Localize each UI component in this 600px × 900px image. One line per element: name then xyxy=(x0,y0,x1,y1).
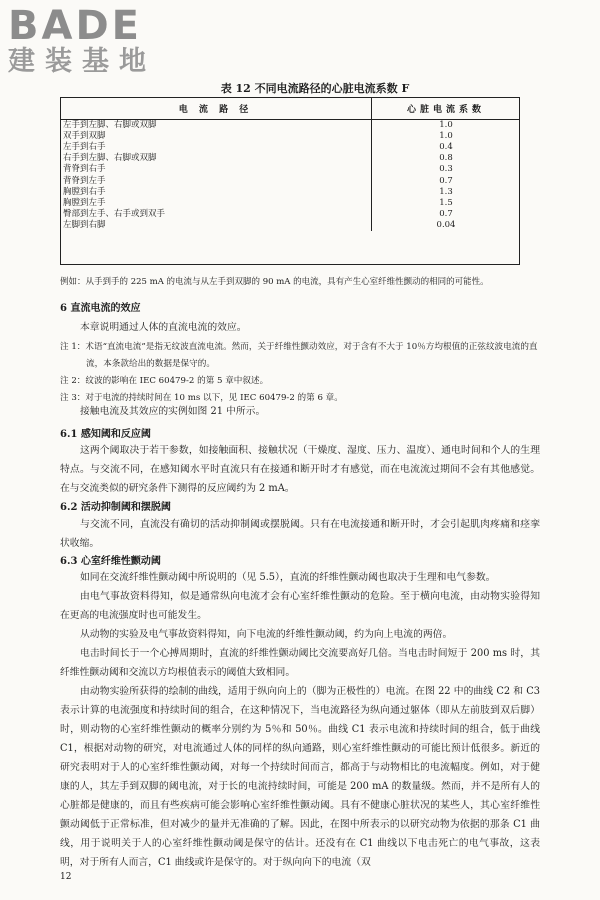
table-row xyxy=(60,153,520,164)
section-6-3-p1: 如同在交流纤维性颤动阈中所说明的（见 5.5），直流的纤维性颤动阈也取决于生理和电气参数。 xyxy=(80,572,496,583)
row-value: 1.3 xyxy=(439,186,453,197)
row-path: 左手到左脚、右脚或双脚 xyxy=(60,120,372,132)
row-value: 1.0 xyxy=(439,131,453,142)
row-path: 胸膛到右手 xyxy=(60,187,372,198)
section-6-heading: 6 直流电流的效应 xyxy=(60,303,141,314)
section-6-notes xyxy=(60,339,540,407)
section-6-figure-ref: 接触电流及其效应的实例如图 21 中所示。 xyxy=(80,406,266,417)
section-6-1-heading: 6.1 感知阈和反应阈 xyxy=(60,429,151,440)
section-6-1-text: 这两个阈取决于若干参数，如接触面积、接触状况（干燥度、湿度、压力、温度）、通电时间和个人的生理特点。与交流不同，在感知阈水平时直流只有在接通和断开时才有感觉，而在电流流过期间不会有其他感觉。在与交流类似的研究条件下测得的反应阈约为 2 mA。 xyxy=(60,445,540,494)
table-header-row xyxy=(60,97,520,120)
table-row xyxy=(60,220,520,231)
note-2: 注 2：纹波的影响在 IEC 60479-2 的第 5 章中叙述。 xyxy=(60,376,269,386)
table-row xyxy=(60,175,520,186)
row-path: 右手到左脚、右脚或双脚 xyxy=(60,153,372,164)
row-path: 左手到右手 xyxy=(60,142,372,153)
section-6-3-p4: 电击时间长于一个心搏周期时，直流的纤维性颤动阈比交流要高好几倍。当电击时间短于 200 ms 时，其纤维性颤动阈和交流以方均根值表示的阈值大致相同。 xyxy=(60,648,540,678)
section-6-3-p3: 从动物的实验及电气事故资料得知，向下电流的纤维性颤动阈，约为向上电流的两倍。 xyxy=(80,629,453,640)
table-example-note: 例如：从手到手的 225 mA 的电流与从左手到双脚的 90 mA 的电流，具有产生心室纤维性颤动的相同的可能性。 xyxy=(60,277,489,287)
table-title: 表 12 不同电流路径的心脏电流系数 F xyxy=(220,82,410,95)
table-row xyxy=(60,142,520,153)
row-value: 1.5 xyxy=(439,197,453,208)
row-value: 0.04 xyxy=(436,219,456,230)
table-row xyxy=(60,131,520,142)
row-value: 0.4 xyxy=(439,142,453,153)
row-value: 1.0 xyxy=(439,120,453,131)
row-path: 背脊到左手 xyxy=(60,175,372,186)
section-6-3-p2: 由电气事故资料得知，似是通常纵向电流才会有心室纤维性颤动的危险。至于横向电流，由动物实验得知在更高的电流强度时也可能发生。 xyxy=(60,591,540,621)
row-path: 臀部到左手、右手或到双手 xyxy=(60,209,372,220)
section-6-2-text: 与交流不同，直流没有确切的活动抑制阈或摆脱阈。只有在电流接通和断开时，才会引起肌肉疼痛和痉挛状收缩。 xyxy=(60,519,540,549)
row-path: 背脊到右手 xyxy=(60,164,372,175)
table-row xyxy=(60,120,520,132)
bade-logo xyxy=(8,4,178,78)
row-value: 0.7 xyxy=(439,175,453,186)
header-current-path: 电 流 路 径 xyxy=(60,97,372,120)
note-3: 注 3：对于电流的持续时间在 10 ms 以下，见 IEC 60479-2 的第 6 章。 xyxy=(60,393,343,403)
row-value: 0.7 xyxy=(439,208,453,219)
section-6-intro: 本章说明通过人体的直流电流的效应。 xyxy=(80,322,247,333)
table-row xyxy=(60,187,520,198)
section-6-3-heading: 6.3 心室纤维性颤动阈 xyxy=(60,556,161,567)
row-value: 0.8 xyxy=(439,153,453,164)
logo-cjk: 建装基地 xyxy=(8,46,156,77)
row-path: 双手到双脚 xyxy=(60,131,372,142)
section-6-3-p5: 由动物实验所获得的绘制的曲线，适用于纵向向上的（脚为正极性的）电流。在图 22 中的曲线 C2 和 C3 表示计算的电流强度和持续时间的组合，在这种情况下，当电流路径为纵向通过躯体（即从左前肢到双后脚）时，则动物的心室纤维性颤动的概率分别约为 5％和 50％。曲线 C1 表示电流和持续时间的组合，低于曲线 C1，根据对动物的研究，对电流通过人体的同样的纵向通路，则心室纤维性颤动的可能比预计低很多。新近的研究表明对于人的心室纤维性颤动阈，对每一个持续时间而言，都高于与动物相比的电流幅度。例如，对于健康的人，其左手到双脚的阈电流，对于长的电流持续时间，可能是 200 mA 的数量级。然而，并不是所有人的心脏都是健康的，而且有些疾病可能会影响心室纤维性颤动阈。具有不健康心脏状况的某些人，其心室纤维性颤动阈低于正常标准，但对减少的量并无准确的了解。因此，在图中所表示的以研究动物为依据的那条 C1 曲线，用于说明关于人的心室纤维性颤动阈是保守的估计。还没有在 C1 曲线以下电击死亡的电气事故，这表明，对于所有人而言，C1 曲线或许是保守的。对于纵向向下的电流（双 xyxy=(60,686,540,868)
table-row xyxy=(60,198,520,209)
row-value: 0.3 xyxy=(439,164,453,175)
page-number: 12 xyxy=(60,872,72,882)
note-1: 注 1：术语“直流电流”是指无纹波直流电流。然而，关于纤维性颤动效应，对于含有不大于 10％方均根值的正弦纹波电流的直流，本条款给出的数据是保守的。 xyxy=(60,342,538,369)
table-row xyxy=(60,209,520,220)
logo-latin: BADE xyxy=(8,3,142,49)
section-6-2-heading: 6.2 活动抑制阈和摆脱阈 xyxy=(60,502,171,513)
table-row xyxy=(60,164,520,175)
heart-current-factor-table xyxy=(60,97,520,231)
row-path: 左脚到右脚 xyxy=(60,220,372,231)
row-path: 胸膛到左手 xyxy=(60,198,372,209)
header-heart-coefficient: 心脏电流系数 xyxy=(372,97,521,120)
